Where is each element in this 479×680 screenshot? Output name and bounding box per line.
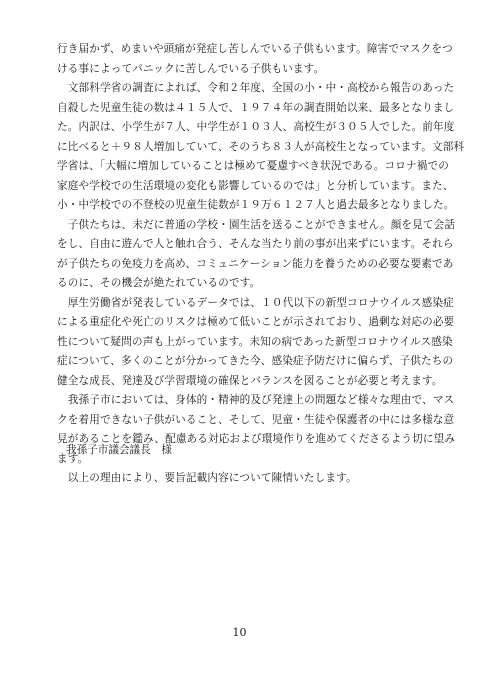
text-line: による重症化や死亡のリスクは極めて低いことが示されており、過剰な対応の必要 — [57, 316, 455, 328]
text-line: に比べると＋９８人増加していて、そのうち８３人が高校生となっています。文部科 — [57, 140, 465, 153]
text-line: 行き届かず、めまいや頭痛が発症し苦しんでいる子供もいます。障害でマスクをつ — [57, 43, 453, 55]
text-line: 小・中学校での不登校の児童生徒数が１９万６１２７人と過去最多となりました。 — [57, 199, 455, 211]
text-line: 以上の理由により、要旨記載内容について陳情いたします。 — [57, 472, 357, 484]
text-line: 自殺した児童生徒の数は４１５人で、１９７４年の調査開始以来、最多となりまし — [57, 101, 455, 114]
page-number: 10 — [232, 626, 247, 639]
petition-body — [57, 40, 465, 489]
text-line: 健全な成長、発達及び学習環境の確保とバランスを図ることが必要と考えます。 — [57, 374, 443, 387]
text-line: るのに、その機会が絶たれているのです。 — [57, 277, 261, 289]
text-line: た。内訳は、小学生が７人、中学生が１０３人、高校生が３０５人でした。前年度 — [57, 121, 455, 133]
text-line: 見があることを鑑み、配慮ある対応および環境作りを進めてくださるよう切に望み — [57, 433, 456, 445]
text-line: 厚生労働省が発表しているデータでは、１０代以下の新型コロナウイルス感染症 — [57, 296, 454, 309]
text-line: をし、自由に遊んで人と触れ合う、そんな当たり前の事が出来ずにいます。それら — [57, 238, 454, 250]
text-line: 子供たちは、未だに普通の学校・園生活を送ることができません。顔を見て会話 — [57, 218, 456, 231]
text-line: 学省は、「大幅に増加していることは極めて憂慮すべき状況である。コロナ禍での — [57, 160, 450, 172]
text-line: ける事によってパニックに苦しんでいる子供もいます。 — [57, 62, 325, 75]
text-line: 性について疑問の声も上がっています。未知の病であった新型コロナウイルス感染 — [57, 335, 453, 348]
text-line: が子供たちの免疫力を高め、コミュニケーション能力を養うための必要な要素であ — [57, 257, 454, 270]
text-line: 文部科学省の調査によれば、令和２年度、全国の小・中・高校から報告のあった — [57, 82, 455, 94]
addressee: 我孫子市議会議長 様 — [66, 444, 172, 456]
text-line: 症について、多くのことが分かってきた今、感染症予防だけに偏らず、子供たちの — [57, 355, 454, 367]
text-line: 家庭や学校での生活環境の変化も影響しているのでは」と分析しています。また、 — [57, 179, 454, 192]
text-line: ます。 — [57, 452, 89, 465]
text-line: クを着用できない子供がいること、そして、児童・生徒や保護者の中には多様な意 — [57, 413, 455, 426]
text-line: 我孫子市においては、身体的・精神的及び発達上の問題など様々な理由で、マス — [57, 394, 455, 406]
